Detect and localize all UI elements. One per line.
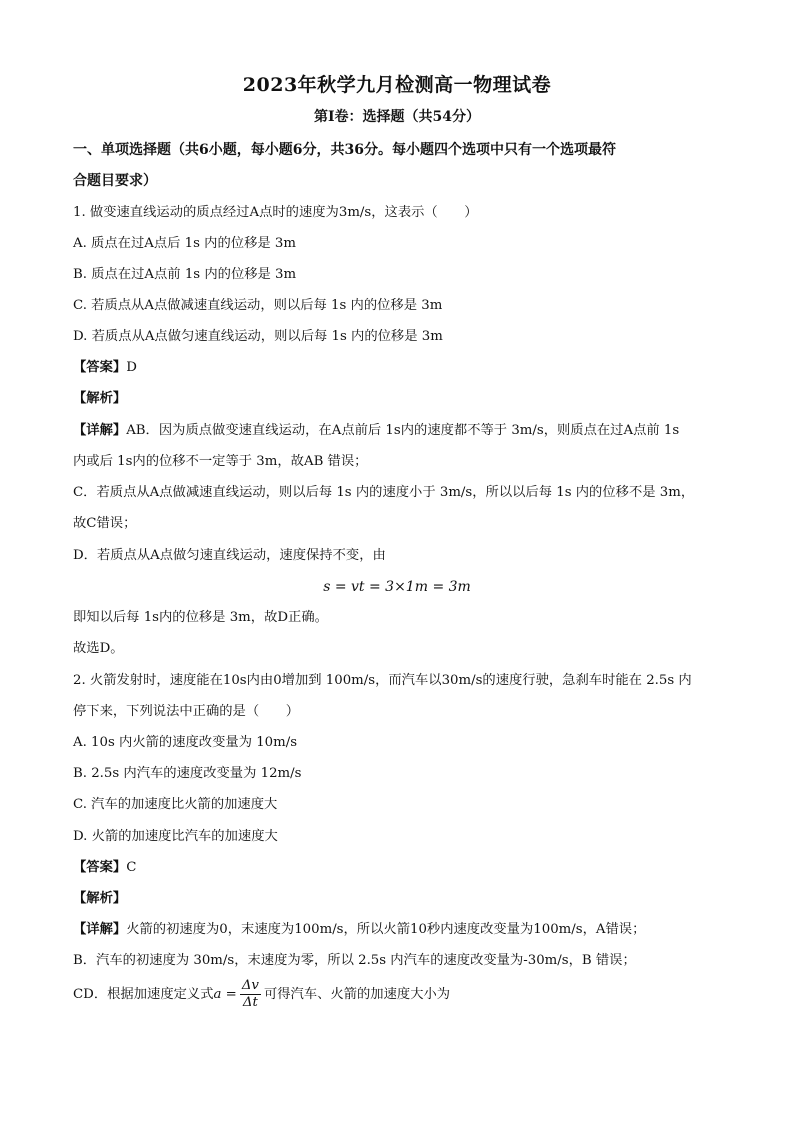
question-1-detail-line-4: 故C错误；: [73, 516, 137, 531]
question-1-detail-line-2: 内或后 1s内的位移不一定等于 3m，故AB 错误；: [73, 454, 368, 469]
question-1-detail-line-7: 故选D。: [73, 641, 124, 656]
question-1-stem: 1. 做变速直线运动的质点经过A点时的速度为3m/s，这表示（ ）: [73, 205, 478, 220]
answer-value: C: [126, 860, 137, 875]
question-1-detail-line-6: 即知以后每 1s内的位移是 3m，故D正确。: [73, 610, 328, 625]
question-2-detail-line-3: [73, 978, 450, 1012]
answer-label: 【答案】: [73, 860, 127, 875]
question-1-option-b: B. 质点在过A点前 1s 内的位移是 3m: [73, 267, 297, 282]
question-1-detail-line-3: C．若质点从A点做减速直线运动，则以后每 1s 内的速度小于 3m/s，所以以后每 1s 内的位移不是 3m，: [73, 485, 695, 500]
detail-text-post: 可得汽车、火箭的加速度大小为: [263, 987, 451, 1002]
question-2-detail-line-1: [73, 921, 645, 939]
fraction-numerator: Δv: [241, 978, 259, 993]
fraction: [240, 978, 261, 1011]
question-2-option-c: C. 汽车的加速度比火箭的加速度大: [73, 797, 278, 812]
page-title: 2023年秋学九月检测高一物理试卷: [242, 74, 552, 96]
question-1-formula: [0, 578, 794, 596]
formula-lhs: a =: [213, 987, 237, 1002]
question-2-option-a: A. 10s 内火箭的速度改变量为 10m/s: [73, 735, 298, 750]
detail-text: AB．因为质点做变速直线运动，在A点前后 1s内的速度都不等于 3m/s，则质点在过A点前 1s: [126, 423, 680, 438]
fraction-denominator: Δt: [242, 995, 258, 1010]
question-2-analysis-label: 【解析】: [73, 891, 127, 906]
section-heading-line-1: 一、单项选择题（共6小题，每小题6分，共36分。每小题四个选项中只有一个选项最符: [73, 142, 616, 158]
answer-value: D: [126, 360, 137, 375]
detail-text: 火箭的初速度为0，末速度为100m/s，所以火箭10秒内速度改变量为100m/s，A错误；: [126, 922, 646, 937]
question-1-detail-line-1: [73, 422, 679, 440]
formula-text: s = vt = 3×1m = 3m: [323, 579, 471, 595]
question-1-analysis-label: 【解析】: [73, 391, 127, 406]
question-1-detail-line-5: D．若质点从A点做匀速直线运动，速度保持不变，由: [73, 548, 386, 563]
question-2-option-d: D. 火箭的加速度比汽车的加速度大: [73, 829, 278, 844]
question-1-option-d: D. 若质点从A点做匀速直线运动，则以后每 1s 内的位移是 3m: [73, 329, 443, 344]
section-subtitle: 第I卷：选择题（共54分）: [313, 109, 481, 125]
question-2-option-b: B. 2.5s 内汽车的速度改变量为 12m/s: [73, 766, 302, 781]
detail-label: 【详解】: [73, 922, 127, 937]
question-2-detail-line-2: B．汽车的初速度为 30m/s，末速度为零，所以 2.5s 内汽车的速度改变量为-30m/s，B 错误；: [73, 953, 636, 968]
question-2-stem-line-1: 2. 火箭发射时，速度能在10s内由0增加到 100m/s，而汽车以30m/s的速度行驶，急刹车时能在 2.5s 内: [73, 673, 692, 688]
detail-label: 【详解】: [73, 423, 127, 438]
question-2-stem-line-2: 停下来，下列说法中正确的是（ ）: [73, 704, 300, 719]
question-1-option-a: A. 质点在过A点后 1s 内的位移是 3m: [73, 236, 296, 251]
question-1-option-c: C. 若质点从A点做减速直线运动，则以后每 1s 内的位移是 3m: [73, 298, 443, 313]
answer-label: 【答案】: [73, 360, 127, 375]
question-2-answer: [73, 859, 136, 877]
detail-text-pre: CD．根据加速度定义式: [73, 987, 214, 1002]
section-heading-line-2: 合题目要求）: [73, 173, 157, 189]
question-1-answer: [73, 359, 137, 377]
